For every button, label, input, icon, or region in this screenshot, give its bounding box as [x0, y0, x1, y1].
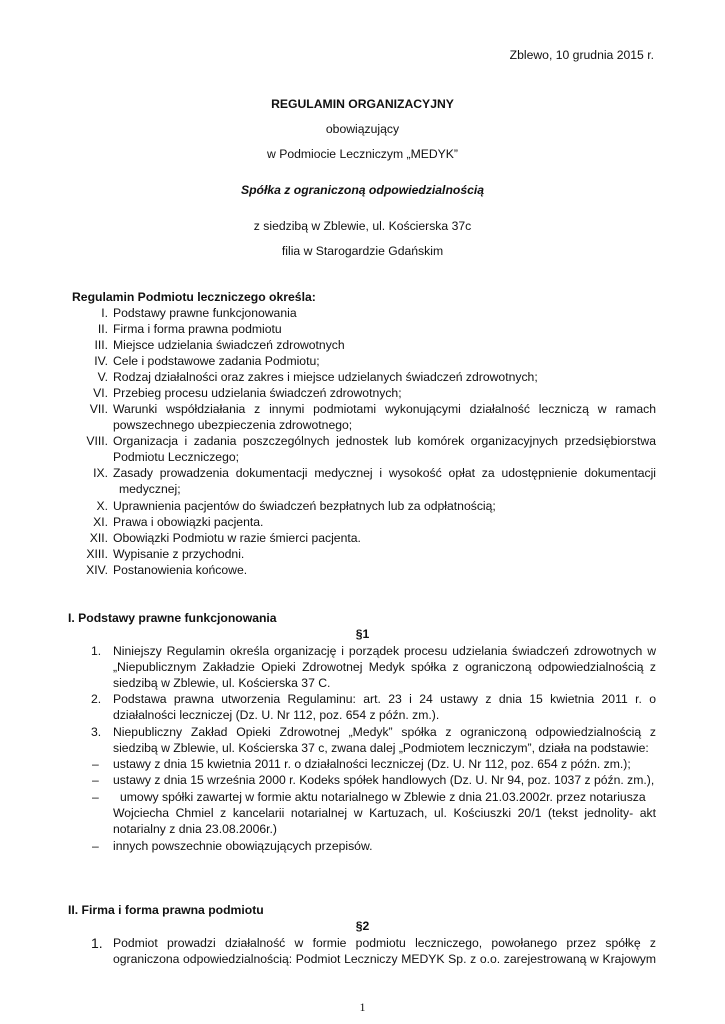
- toc-item-text-continued: Podmiotu Leczniczego;: [113, 450, 240, 464]
- item-number: 2.: [91, 692, 102, 706]
- toc-item-number: XIV.: [86, 563, 108, 577]
- dash-item-text: umowy spółki zawartej w formie aktu notarialnego w Zblewie z dnia 21.03.2002r. przez notariusza: [120, 790, 646, 804]
- dash-bullet: –: [92, 773, 99, 787]
- section-heading: I. Podstawy prawne funkcjonowania: [68, 611, 277, 625]
- paragraph-symbol: §1: [355, 627, 370, 641]
- item-number: 3.: [91, 725, 102, 739]
- toc-item-number: VIII.: [86, 434, 108, 448]
- dash-item-text-continued: notarialny z dnia 23.08.2006r.): [113, 822, 277, 836]
- toc-item-text: Miejsce udzielania świadczeń zdrowotnych: [113, 338, 345, 352]
- dash-bullet: –: [92, 757, 99, 771]
- toc-item-number: XII.: [89, 531, 108, 545]
- toc-item-number: VII.: [89, 402, 108, 416]
- item-text: Niniejszy Regulamin określa organizację i porządek procesu udzielania świadczeń zdrowotnych w: [113, 644, 656, 658]
- toc-item-number: I.: [101, 306, 108, 320]
- company-seat: z siedzibą w Zblewie, ul. Kościerska 37c: [253, 219, 472, 233]
- toc-item-number: IV.: [94, 354, 108, 368]
- dash-item-text: ustawy z dnia 15 września 2000 r. Kodeks spółek handlowych (Dz. U. Nr 94, poz. 1037 z późn. zm.),: [113, 773, 655, 787]
- item-number: 1.: [91, 935, 103, 951]
- toc-item-number: III.: [94, 338, 108, 352]
- document-title: REGULAMIN ORGANIZACYJNY: [271, 97, 454, 111]
- toc-item-text: Podstawy prawne funkcjonowania: [113, 306, 297, 320]
- toc-heading: Regulamin Podmiotu leczniczego określa:: [72, 290, 316, 304]
- company-branch: filia w Starogardzie Gdańskim: [281, 244, 444, 258]
- toc-item-text: Zasady prowadzenia dokumentacji medycznej i wysokość opłat za udostępnienie dokumentacji: [113, 466, 656, 480]
- item-text-continued: siedzibą w Zblewie, ul. Kościerska 37 C.: [113, 676, 331, 690]
- item-text-continued: siedzibą w Zblewie, ul. Kościerska 37 c, zwana dalej „Podmiotem leczniczym”, działa na podstawie:: [113, 741, 649, 755]
- toc-item-text: Warunki współdziałania z innymi podmiotami wykonującymi działalność leczniczą w ramach: [113, 402, 656, 416]
- document-subtitle-2: w Podmiocie Leczniczym „MEDYK”: [267, 147, 458, 161]
- item-text-continued: działalności leczniczej (Dz. U. Nr 112, poz. 654 z późn. zm.).: [113, 708, 440, 722]
- toc-item-number: II.: [97, 322, 108, 336]
- item-text: Podstawa prawna utworzenia Regulaminu: art. 23 i 24 ustawy z dnia 15 kwietnia 2011 r. o: [113, 692, 656, 706]
- paragraph-symbol: §2: [355, 919, 370, 933]
- toc-item-number: IX.: [93, 466, 108, 480]
- toc-item-number: V.: [97, 370, 108, 384]
- item-text-continued: ograniczona odpowiedzialnością: Podmiot Leczniczy MEDYK Sp. z o.o. zarejestrowaną w Krajowym: [113, 952, 656, 966]
- toc-item-text-continued: powszechnego ubezpieczenia zdrowotnego;: [113, 418, 353, 432]
- toc-item-text-continued: medycznej;: [119, 482, 181, 496]
- dash-item-text: innych powszechnie obowiązujących przepisów.: [113, 839, 373, 853]
- item-text: Podmiot prowadzi działalność w formie podmiotu leczniczego, powołanego przez spółkę z: [113, 936, 656, 950]
- toc-item-number: XIII.: [86, 547, 108, 561]
- dash-bullet: –: [92, 839, 99, 853]
- page-number: 1: [359, 1000, 366, 1014]
- document-subtitle-1: obowiązujący: [325, 122, 400, 136]
- document-date: Zblewo, 10 grudnia 2015 r.: [509, 48, 654, 62]
- toc-item-text: Przebieg procesu udzielania świadczeń zdrowotnych;: [113, 386, 402, 400]
- toc-item-text: Wypisanie z przychodni.: [113, 547, 245, 561]
- toc-item-text: Organizacja i zadania poszczególnych jednostek lub komórek organizacyjnych przedsiębiorstwa: [113, 434, 656, 448]
- dash-bullet: –: [92, 790, 99, 804]
- toc-item-text: Postanowienia końcowe.: [113, 563, 248, 577]
- toc-item-text: Firma i forma prawna podmiotu: [113, 322, 282, 336]
- company-form: Spółka z ograniczoną odpowiedzialnością: [240, 183, 485, 197]
- toc-item-text: Rodzaj działalności oraz zakres i miejsce udzielanych świadczeń zdrowotnych;: [113, 370, 538, 384]
- item-text: Niepubliczny Zakład Opieki Zdrowotnej „Medyk” spółka z ograniczoną odpowiedzialnością z: [113, 725, 656, 739]
- item-number: 1.: [91, 644, 102, 658]
- section-heading: II. Firma i forma prawna podmiotu: [68, 903, 264, 917]
- item-text-continued: „Niepublicznym Zakładzie Opieki Zdrowotnej Medyk spółka z ograniczoną odpowiedzialnością z: [113, 660, 656, 674]
- toc-item-text: Prawa i obowiązki pacjenta.: [113, 515, 264, 529]
- toc-item-number: XI.: [93, 515, 108, 529]
- dash-item-text: ustawy z dnia 15 kwietnia 2011 r. o działalności leczniczej (Dz. U. Nr 112, poz. 654 z późn. zm.);: [113, 757, 631, 771]
- dash-item-text-continued: Wojciecha Chmiel z kancelarii notarialnej w Kartuzach, ul. Kościuszki 20/1 (tekst jednolity- akt: [113, 806, 656, 820]
- toc-item-number: VI.: [93, 386, 108, 400]
- toc-item-text: Uprawnienia pacjentów do świadczeń bezpłatnych lub za odpłatnością;: [113, 499, 496, 513]
- toc-item-number: X.: [96, 499, 108, 513]
- toc-item-text: Cele i podstawowe zadania Podmiotu;: [113, 354, 320, 368]
- toc-item-text: Obowiązki Podmiotu w razie śmierci pacjenta.: [113, 531, 361, 545]
